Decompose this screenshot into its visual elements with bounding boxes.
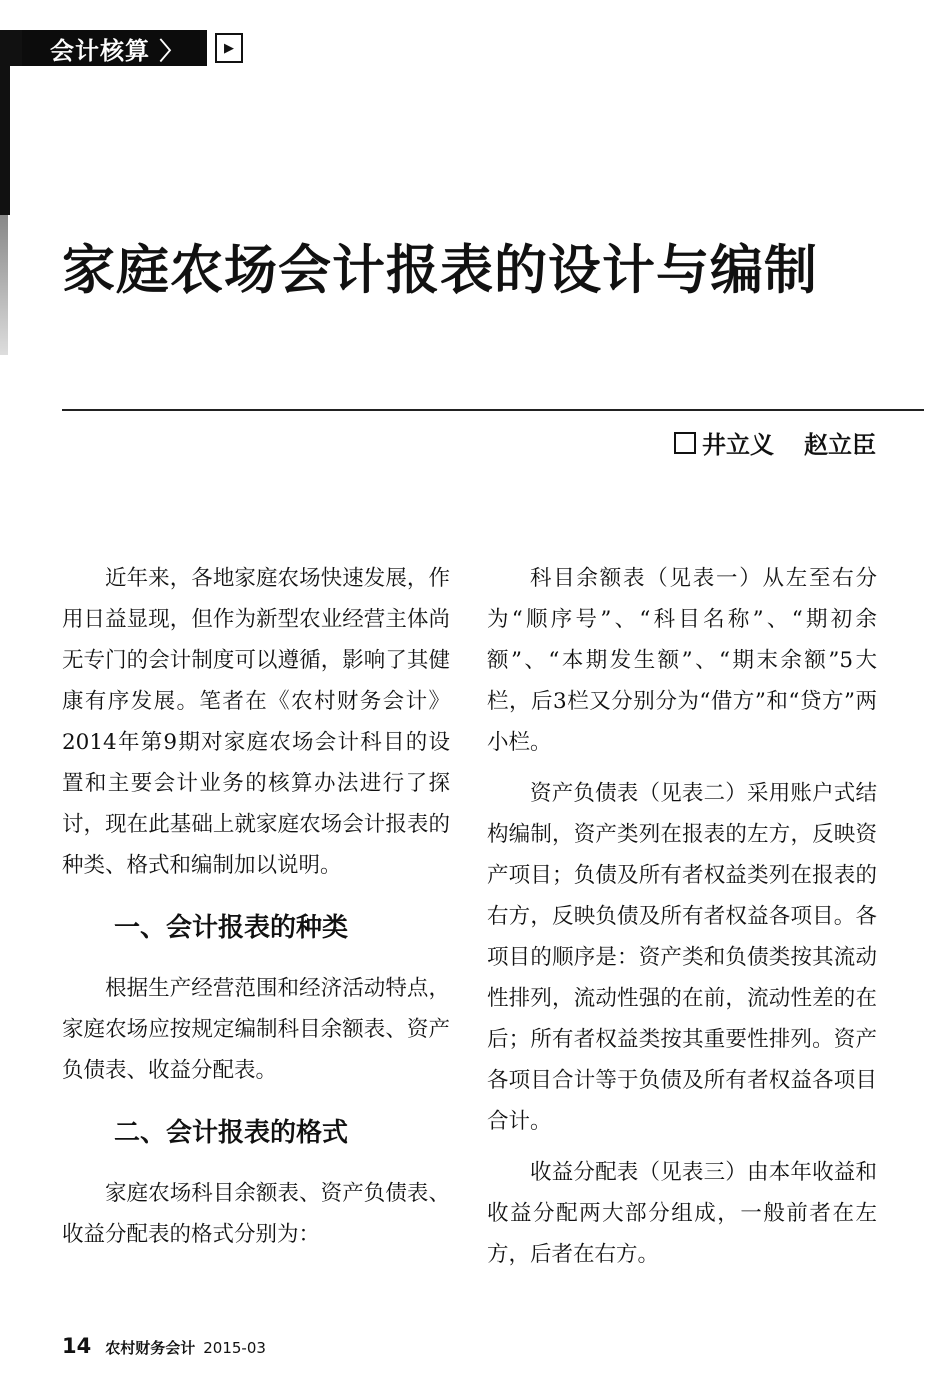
title-divider [62, 409, 924, 411]
author-name: 井立义 [702, 431, 774, 459]
body-paragraph: 收益分配表（见表三）由本年收益和收益分配两大部分组成，一般前者在左方，后者在右方。 [487, 1160, 877, 1267]
play-arrow-icon: ▶ [215, 33, 243, 63]
left-decor-gradient [0, 215, 8, 355]
page-number: 14 [62, 1334, 92, 1358]
section-heading: 二、会计报表的格式 [114, 1118, 349, 1148]
body-paragraph: 科目余额表（见表一）从左至右分为“顺序号”、“科目名称”、“期初余额”、“本期发生额”、“期末余额”5大栏，后3栏又分别分为“借方”和“贷方”两小栏。 [487, 566, 877, 755]
page-footer [62, 1334, 266, 1358]
left-column [62, 558, 450, 1255]
body-paragraph: 资产负债表（见表二）采用账户式结构编制，资产类列在报表的左方，反映资产项目；负债及所有者权益类列在报表的右方，反映负债及所有者权益各项目。各项目的顺序是：资产类和负债类按其流动性排列，流动性强的在前，流动性差的在后；所有者权益类按其重要性排列。资产各项目合计等于负债及所有者权益各项目合计。 [487, 781, 877, 1134]
section-label: 会计核算 〉 [22, 30, 207, 66]
box-icon [674, 432, 696, 454]
section-heading: 一、会计报表的种类 [114, 913, 349, 943]
author-line [674, 425, 876, 460]
right-column [487, 558, 877, 1275]
issue-number: 2015-03 [203, 1339, 266, 1357]
journal-name: 农村财务会计 [105, 1339, 196, 1357]
author-name: 赵立臣 [804, 431, 876, 459]
article-title: 家庭农场会计报表的设计与编制 [62, 240, 818, 301]
body-paragraph: 根据生产经营范围和经济活动特点，家庭农场应按规定编制科目余额表、资产负债表、收益分配表。 [62, 976, 450, 1083]
body-paragraph: 家庭农场科目余额表、资产负债表、收益分配表的格式分别为： [62, 1181, 450, 1247]
intro-paragraph: 近年来，各地家庭农场快速发展，作用日益显现，但作为新型农业经营主体尚无专门的会计制度可以遵循，影响了其健康有序发展。笔者在《农村财务会计》2014年第9期对家庭农场会计科目的设置和主要会计业务的核算办法进行了探讨，现在此基础上就家庭农场会计报表的种类、格式和编制加以说明。 [62, 566, 450, 878]
left-decor-tick [0, 30, 22, 66]
